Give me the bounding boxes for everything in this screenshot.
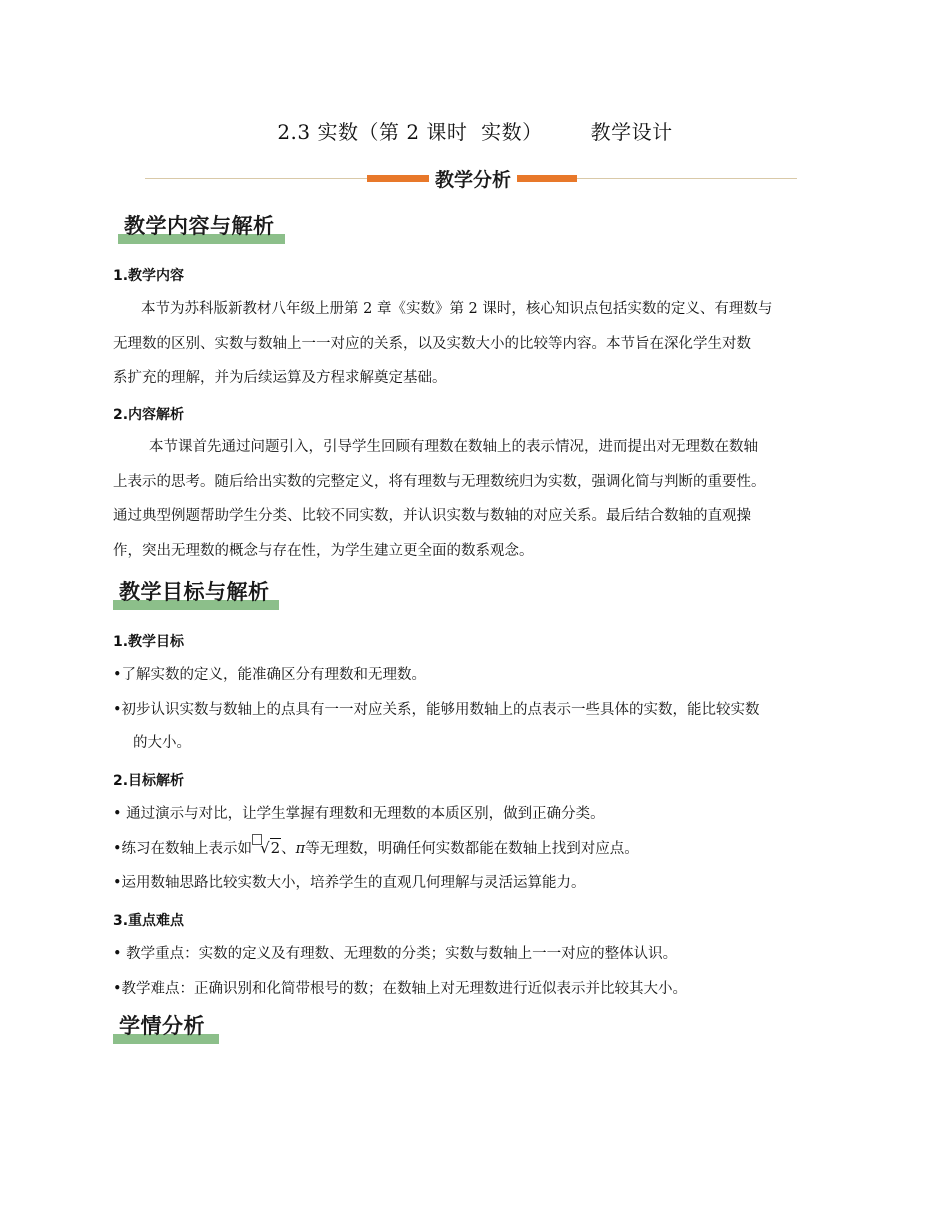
paragraph-line: 上表示的思考。随后给出实数的完整定义，将有理数与无理数统归为实数，强调化简与判断的重要性。 (113, 473, 766, 490)
subheading-goals: 1.教学目标 (113, 634, 185, 650)
bullet-continuation: 的大小。 (133, 735, 191, 751)
bullet-text: •初步认识实数与数轴上的点具有一一对应关系，能够用数轴上的点表示一些具体的实数，能比较实数 (113, 702, 760, 718)
paragraph-line: 本节课首先通过问题引入，引导学生回顾有理数在数轴上的表示情况，进而提出对无理数在数轴 (149, 439, 758, 455)
heading-content-analysis (118, 210, 275, 244)
radical-expression (252, 832, 281, 865)
heading-goals-analysis (113, 576, 270, 610)
subheading-analysis: 2.内容解析 (113, 407, 185, 423)
radical-sign-icon: √ (260, 839, 270, 857)
bullet-item (113, 832, 848, 866)
banner-accent-left (367, 175, 431, 182)
bullet-item: • 通过演示与对比，让学生掌握有理数和无理数的本质区别，做到正确分类。 (113, 806, 605, 822)
bullet-text: 等无理数，明确任何实数都能在数轴上找到对应点。 (305, 841, 639, 857)
pi-symbol: π (295, 841, 306, 857)
banner-accent-right (515, 175, 577, 182)
heading-text: 教学内容与解析 (124, 214, 275, 238)
paragraph-line: 通过典型例题帮助学生分类、比较不同实数，并认识实数与数轴的对应关系。最后结合数轴的直观操 (113, 508, 751, 525)
heading-text: 教学目标与解析 (119, 580, 270, 604)
banner-label: 教学分析 (429, 165, 517, 192)
document-title: 2.3 实数（第 2 课时 实数） 教学设计 (277, 120, 673, 144)
separator: 、 (281, 841, 296, 857)
bullet-item: •教学难点：正确识别和化简带根号的数；在数轴上对无理数进行近似表示并比较其大小。 (113, 981, 688, 997)
paragraph-content (113, 292, 843, 396)
bullet-item: • 教学重点：实数的定义及有理数、无理数的分类；实数与数轴上一一对应的整体认识。 (113, 946, 678, 962)
subheading-content: 1.教学内容 (113, 268, 185, 284)
radicand: 2 (270, 839, 281, 857)
paragraph-line: 无理数的区别、实数与数轴上一一对应的关系，以及实数大小的比较等内容。本节旨在深化学生对数 (113, 335, 751, 352)
paragraph-line: 作，突出无理数的概念与存在性，为学生建立更全面的数系观念。 (113, 542, 534, 559)
subheading-goal-analysis: 2.目标解析 (113, 773, 185, 789)
bullet-item: •运用数轴思路比较实数大小，培养学生的直观几何理解与灵活运算能力。 (113, 875, 586, 891)
heading-student-analysis (113, 1010, 205, 1044)
bullet-text: •练习在数轴上表示如 (113, 841, 253, 857)
paragraph-line: 系扩充的理解，并为后续运算及方程求解奠定基础。 (113, 370, 447, 387)
paragraph-line: 本节为苏科版新教材八年级上册第 2 章《实数》第 2 课时，核心知识点包括实数的定义、有理数与 (141, 301, 773, 317)
bullet-item (113, 694, 848, 760)
paragraph-analysis (113, 430, 843, 568)
subheading-key-points: 3.重点难点 (113, 913, 185, 929)
heading-text: 学情分析 (119, 1014, 205, 1038)
bullet-item: •了解实数的定义，能准确区分有理数和无理数。 (113, 667, 427, 683)
section-banner (145, 166, 797, 192)
